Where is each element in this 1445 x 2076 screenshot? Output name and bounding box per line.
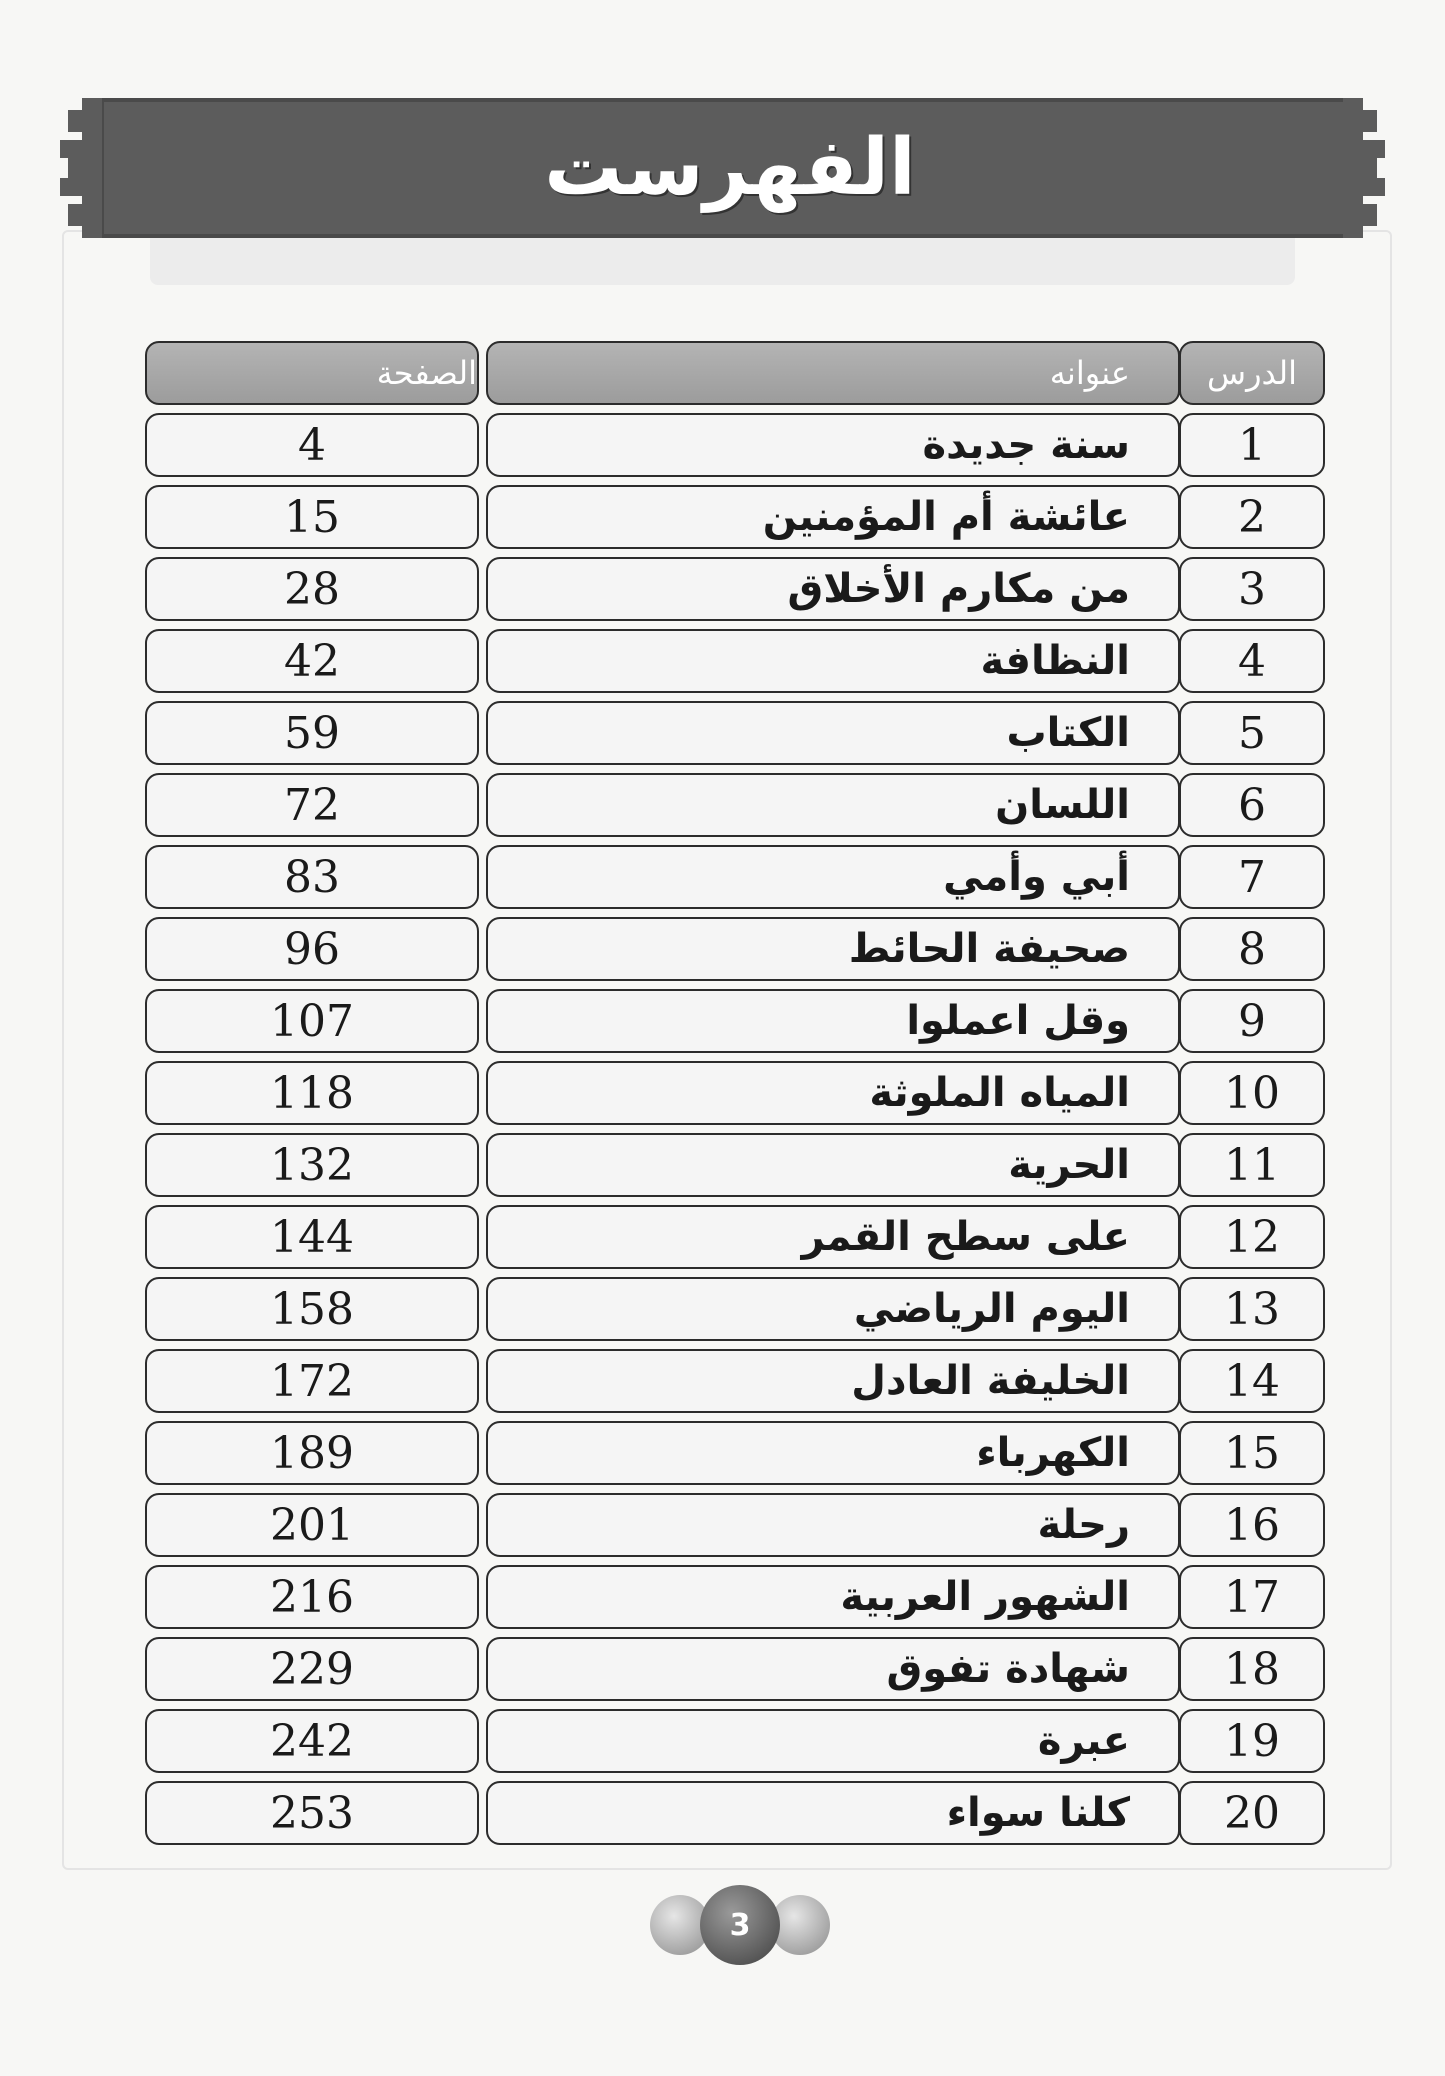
lesson-page-number: 158 <box>145 1277 479 1341</box>
lesson-number: 12 <box>1179 1205 1325 1269</box>
lesson-number: 13 <box>1179 1277 1325 1341</box>
lesson-page-number: 28 <box>145 557 479 621</box>
lesson-number: 4 <box>1179 629 1325 693</box>
table-row <box>145 1274 1325 1346</box>
page-title: الفهرست <box>544 123 916 213</box>
table-row <box>145 1634 1325 1706</box>
lesson-page-number: 189 <box>145 1421 479 1485</box>
lesson-number: 1 <box>1179 413 1325 477</box>
table-row <box>145 1778 1325 1850</box>
lesson-number: 2 <box>1179 485 1325 549</box>
table-row <box>145 1130 1325 1202</box>
lesson-number: 5 <box>1179 701 1325 765</box>
lesson-title: وقل اعملوا <box>486 989 1180 1053</box>
lesson-title: سنة جديدة <box>486 413 1180 477</box>
lesson-title: شهادة تفوق <box>486 1637 1180 1701</box>
lesson-title: الكهرباء <box>486 1421 1180 1485</box>
banner-left-ornament <box>60 98 102 238</box>
table-row <box>145 986 1325 1058</box>
lesson-title: كلنا سواء <box>486 1781 1180 1845</box>
lesson-page-number: 118 <box>145 1061 479 1125</box>
lesson-page-number: 201 <box>145 1493 479 1557</box>
table-row <box>145 1058 1325 1130</box>
lesson-number: 14 <box>1179 1349 1325 1413</box>
table-row <box>145 770 1325 842</box>
table-row <box>145 482 1325 554</box>
table-row <box>145 554 1325 626</box>
lesson-number: 10 <box>1179 1061 1325 1125</box>
lesson-number: 19 <box>1179 1709 1325 1773</box>
lesson-title: عائشة أم المؤمنين <box>486 485 1180 549</box>
header-title: عنوانه <box>486 341 1180 405</box>
table-body <box>145 410 1325 1850</box>
lesson-title: من مكارم الأخلاق <box>486 557 1180 621</box>
lesson-page-number: 15 <box>145 485 479 549</box>
lesson-title: أبي وأمي <box>486 845 1180 909</box>
page-number: 3 <box>700 1885 780 1965</box>
lesson-number: 7 <box>1179 845 1325 909</box>
table-row <box>145 1706 1325 1778</box>
lesson-title: صحيفة الحائط <box>486 917 1180 981</box>
lesson-number: 9 <box>1179 989 1325 1053</box>
lesson-page-number: 107 <box>145 989 479 1053</box>
table-row <box>145 410 1325 482</box>
page-number-badge <box>650 1885 830 1965</box>
lesson-title: الكتاب <box>486 701 1180 765</box>
lesson-page-number: 216 <box>145 1565 479 1629</box>
lesson-number: 11 <box>1179 1133 1325 1197</box>
lesson-title: المياه الملوثة <box>486 1061 1180 1125</box>
lesson-page-number: 96 <box>145 917 479 981</box>
lesson-title: النظافة <box>486 629 1180 693</box>
table-row <box>145 1418 1325 1490</box>
table-header-row <box>145 338 1325 410</box>
lesson-number: 17 <box>1179 1565 1325 1629</box>
lesson-title: اللسان <box>486 773 1180 837</box>
lesson-page-number: 242 <box>145 1709 479 1773</box>
lesson-number: 16 <box>1179 1493 1325 1557</box>
lesson-number: 20 <box>1179 1781 1325 1845</box>
lesson-title: عبرة <box>486 1709 1180 1773</box>
lesson-page-number: 42 <box>145 629 479 693</box>
lesson-title: الحرية <box>486 1133 1180 1197</box>
table-row <box>145 1346 1325 1418</box>
lesson-number: 18 <box>1179 1637 1325 1701</box>
lesson-page-number: 4 <box>145 413 479 477</box>
header-lesson: الدرس <box>1179 341 1325 405</box>
lesson-page-number: 72 <box>145 773 479 837</box>
lesson-title: اليوم الرياضي <box>486 1277 1180 1341</box>
lesson-title: الخليفة العادل <box>486 1349 1180 1413</box>
lesson-page-number: 83 <box>145 845 479 909</box>
lesson-page-number: 59 <box>145 701 479 765</box>
header-page: الصفحة <box>145 341 479 405</box>
table-of-contents <box>145 338 1325 1850</box>
lesson-number: 6 <box>1179 773 1325 837</box>
table-row <box>145 1490 1325 1562</box>
table-row <box>145 842 1325 914</box>
table-row <box>145 1562 1325 1634</box>
table-row <box>145 626 1325 698</box>
table-row <box>145 914 1325 986</box>
lesson-number: 8 <box>1179 917 1325 981</box>
lesson-title: رحلة <box>486 1493 1180 1557</box>
lesson-title: على سطح القمر <box>486 1205 1180 1269</box>
lesson-number: 15 <box>1179 1421 1325 1485</box>
lesson-title: الشهور العربية <box>486 1565 1180 1629</box>
table-row <box>145 698 1325 770</box>
lesson-page-number: 172 <box>145 1349 479 1413</box>
table-row <box>145 1202 1325 1274</box>
lesson-page-number: 253 <box>145 1781 479 1845</box>
lesson-page-number: 144 <box>145 1205 479 1269</box>
lesson-page-number: 132 <box>145 1133 479 1197</box>
lesson-page-number: 229 <box>145 1637 479 1701</box>
lesson-number: 3 <box>1179 557 1325 621</box>
